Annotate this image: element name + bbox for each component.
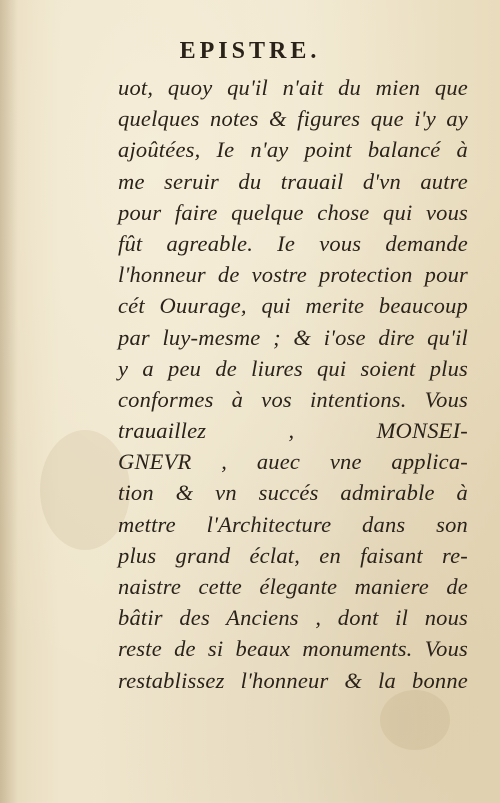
text-line: y a peu de liures qui soient plus bbox=[118, 355, 468, 381]
text-line: naistre cette élegante maniere de bbox=[118, 574, 468, 599]
text-line: ajoûtées, Ie n'ay point balancé à bbox=[118, 137, 468, 163]
text-line: me seruir du trauail d'vn autre bbox=[118, 168, 468, 194]
text-line: l'honneur de vostre protection pour bbox=[118, 262, 468, 288]
text-line: cét Ouurage, qui merite beaucoup bbox=[118, 293, 468, 319]
paper-stain bbox=[380, 690, 450, 750]
running-head: EPISTRE. bbox=[179, 38, 321, 64]
gutter-shadow bbox=[0, 0, 18, 803]
text-line: plus grand éclat, en faisant re- bbox=[118, 542, 468, 568]
text-line: mettre l'Architecture dans son bbox=[118, 511, 468, 537]
text-line: uot, quoy qu'il n'ait du mien que bbox=[118, 75, 468, 100]
text-line: trauaillez , MONSEI- bbox=[118, 418, 468, 444]
text-line: conformes à vos intentions. Vous bbox=[118, 386, 468, 412]
text-line: pour faire quelque chose qui vous bbox=[118, 199, 468, 225]
text-line: par luy-mesme ; & i'ose dire qu'il bbox=[118, 324, 468, 350]
text-line: fût agreable. Ie vous demande bbox=[118, 230, 468, 256]
text-line: reste de si beaux monuments. Vous bbox=[118, 636, 468, 662]
text-line: bâtir des Anciens , dont il nous bbox=[118, 605, 468, 631]
paper-stain bbox=[40, 430, 130, 550]
text-line: tion & vn succés admirable à bbox=[118, 480, 468, 506]
text-line: quelques notes & figures que i'y ay bbox=[118, 106, 468, 132]
text-line: GNEVR , auec vne applica- bbox=[118, 449, 468, 475]
text-line: restablissez l'honneur & la bonne bbox=[118, 667, 468, 693]
body-text bbox=[118, 72, 468, 696]
